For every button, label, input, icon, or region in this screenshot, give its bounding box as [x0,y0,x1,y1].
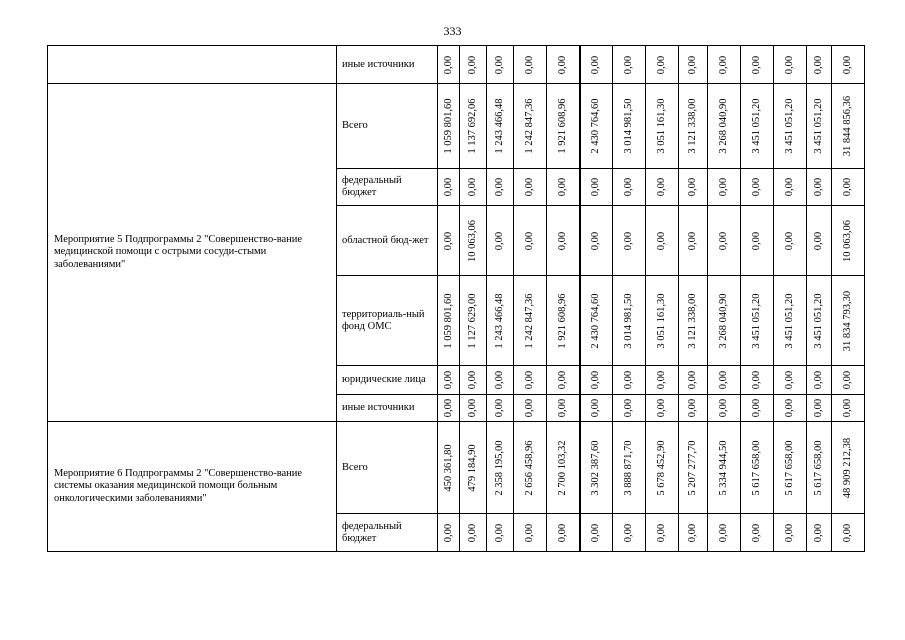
value-cell [646,366,679,395]
value-text: 0,00 [556,177,568,197]
value-cell [832,514,865,552]
value-cell [774,46,807,84]
value-text: 0,00 [524,523,535,542]
value-cell [832,206,865,276]
value-cell [487,514,514,552]
value-cell [514,46,547,84]
value-text: 0,00 [524,398,535,418]
value-text: 1 243 466,48 [494,98,505,154]
value-cell [708,84,741,169]
value-cell [774,206,807,276]
value-cell [613,395,646,422]
value-text: 0,00 [442,231,454,250]
value-cell [460,366,487,395]
value-cell [438,422,460,514]
value-cell [832,422,865,514]
value-text: 5 617 658,00 [813,439,824,496]
value-text: 10 063,06 [467,219,478,262]
value-cell [741,84,774,169]
value-text: 2 700 103,32 [556,439,568,496]
value-cell [460,169,487,206]
value-text: 0,00 [751,370,762,390]
value-text: 0,00 [494,523,505,542]
value-text: 3 451 051,20 [751,292,762,349]
value-cell [741,422,774,514]
value-text: 0,00 [467,398,478,418]
value-text: 1 127 629,00 [467,292,478,349]
value-cell [646,395,679,422]
value-cell [708,206,741,276]
value-text: 31 844 856,36 [842,95,853,157]
value-text: 0,00 [524,231,535,250]
value-text: 3 014 981,50 [623,98,634,154]
value-text: 1 242 847,36 [524,98,535,154]
value-cell [514,422,547,514]
value-cell [679,422,708,514]
value-text: 1 137 692,06 [467,98,478,154]
value-text: 0,00 [784,523,795,542]
value-text: 0,00 [494,231,505,250]
value-cell [460,46,487,84]
value-text: 0,00 [751,55,762,74]
value-cell [487,366,514,395]
value-cell [679,514,708,552]
value-cell [708,514,741,552]
value-cell [646,276,679,366]
value-text: 3 451 051,20 [784,98,795,154]
value-cell [438,366,460,395]
value-cell [774,514,807,552]
value-cell [438,46,460,84]
value-text: 5 678 452,90 [656,439,667,496]
value-cell [807,366,832,395]
value-cell [741,514,774,552]
value-cell [487,169,514,206]
value-cell [774,276,807,366]
value-text: 0,00 [784,398,795,418]
value-text: 3 451 051,20 [813,98,824,154]
value-cell [679,276,708,366]
value-cell [460,395,487,422]
value-cell [708,422,741,514]
value-text: 0,00 [590,231,602,250]
value-cell [774,84,807,169]
value-text: 3 888 871,70 [623,439,634,496]
value-cell [547,206,580,276]
value-text: 0,00 [590,177,602,197]
value-text: 0,00 [494,177,505,197]
value-text: 0,00 [556,398,568,418]
value-cell [438,84,460,169]
value-text: 0,00 [467,55,478,74]
value-cell [832,395,865,422]
value-cell [547,514,580,552]
funding-source-cell: иные источники [337,46,438,84]
value-cell [774,422,807,514]
value-text: 0,00 [842,523,853,542]
value-text: 31 834 793,30 [842,290,853,351]
value-cell [708,276,741,366]
value-text: 1 921 608,96 [556,98,568,154]
value-text: 3 121 338,00 [687,292,698,349]
funding-source-cell: Всего [337,422,438,514]
value-cell [741,169,774,206]
value-cell [580,276,613,366]
value-text: 0,00 [556,55,568,74]
value-text: 0,00 [524,177,535,197]
value-cell [487,206,514,276]
value-text: 0,00 [590,55,602,74]
funding-source-cell: юридические лица [337,366,438,395]
value-text: 0,00 [656,177,667,197]
value-cell [487,46,514,84]
value-text: 0,00 [842,55,853,74]
value-cell [613,84,646,169]
value-text: 0,00 [623,55,634,74]
value-cell [741,366,774,395]
value-text: 0,00 [467,523,478,542]
value-text: 3 451 051,20 [813,292,824,349]
value-cell [741,46,774,84]
value-cell [807,169,832,206]
value-text: 0,00 [718,398,729,418]
value-cell [832,46,865,84]
value-cell [646,206,679,276]
value-cell [807,276,832,366]
value-cell [679,84,708,169]
value-text: 0,00 [590,523,602,542]
value-text: 0,00 [687,398,698,418]
value-cell [679,206,708,276]
table-row [48,46,865,84]
value-cell [438,276,460,366]
value-text: 0,00 [442,55,454,74]
value-cell [613,276,646,366]
value-cell [774,366,807,395]
value-text: 0,00 [751,398,762,418]
value-cell [708,395,741,422]
value-text: 3 051 161,30 [656,98,667,154]
value-text: 0,00 [442,398,454,418]
value-text: 0,00 [623,177,634,197]
funding-source-cell: иные источники [337,395,438,422]
value-text: 0,00 [623,523,634,542]
value-cell [438,514,460,552]
value-cell [613,169,646,206]
value-text: 0,00 [842,370,853,390]
value-cell [438,169,460,206]
value-cell [807,514,832,552]
value-cell [807,422,832,514]
value-text: 0,00 [718,177,729,197]
value-cell [646,422,679,514]
value-text: 1 242 847,36 [524,292,535,349]
value-text: 5 207 277,70 [687,439,698,496]
value-text: 3 302 387,60 [590,439,602,496]
value-text: 3 268 040,90 [718,292,729,349]
funding-source-cell: областной бюд-жет [337,206,438,276]
value-cell [514,395,547,422]
funding-source-cell: территориаль-ный фонд ОМС [337,276,438,366]
value-text: 0,00 [687,523,698,542]
value-cell [514,84,547,169]
value-text: 0,00 [524,370,535,390]
value-cell [547,46,580,84]
value-text: 0,00 [623,231,634,250]
value-cell [832,84,865,169]
value-cell [741,206,774,276]
value-text: 0,00 [623,370,634,390]
value-text: 0,00 [813,177,824,197]
value-cell [580,395,613,422]
value-text: 1 243 466,48 [494,292,505,349]
value-cell [708,366,741,395]
value-text: 0,00 [718,523,729,542]
value-cell [613,422,646,514]
value-text: 0,00 [556,523,568,542]
value-text: 0,00 [813,231,824,250]
value-text: 0,00 [656,231,667,250]
value-cell [646,514,679,552]
value-text: 0,00 [687,177,698,197]
value-text: 0,00 [784,177,795,197]
value-cell [514,276,547,366]
value-cell [807,46,832,84]
value-text: 479 184,90 [467,443,478,492]
value-text: 0,00 [813,523,824,542]
value-text: 0,00 [813,398,824,418]
value-text: 0,00 [467,177,478,197]
value-text: 2 430 764,60 [590,292,602,349]
value-cell [646,84,679,169]
value-text: 2 430 764,60 [590,98,602,154]
value-text: 0,00 [590,398,602,418]
value-text: 3 268 040,90 [718,98,729,154]
value-text: 0,00 [784,370,795,390]
value-cell [741,276,774,366]
table-row [48,84,865,169]
value-text: 450 361,80 [442,443,454,492]
value-text: 0,00 [524,55,535,74]
value-text: 0,00 [442,177,454,197]
value-cell [547,169,580,206]
value-cell [679,366,708,395]
value-text: 3 451 051,20 [784,292,795,349]
value-text: 0,00 [442,370,454,390]
value-cell [832,169,865,206]
value-cell [487,276,514,366]
value-cell [547,276,580,366]
value-text: 1 059 801,60 [442,98,454,154]
value-text: 5 617 658,00 [751,439,762,496]
value-cell [613,514,646,552]
value-text: 0,00 [718,231,729,250]
value-cell [514,206,547,276]
value-cell [514,514,547,552]
value-text: 0,00 [556,370,568,390]
value-text: 0,00 [751,523,762,542]
event-title-cell: Мероприятие 5 Подпрограммы 2 "Совершенство-вание медицинской помощи с острыми сосуди-стыми заболеваниями" [48,84,337,422]
value-cell [832,276,865,366]
value-text: 0,00 [656,398,667,418]
value-cell [460,206,487,276]
value-cell [487,84,514,169]
value-text: 0,00 [494,398,505,418]
value-cell [613,206,646,276]
value-text: 0,00 [656,523,667,542]
value-cell [460,422,487,514]
value-text: 48 909 212,38 [842,437,853,498]
value-text: 1 059 801,60 [442,292,454,349]
funding-source-cell: федеральный бюджет [337,169,438,206]
value-text: 0,00 [813,370,824,390]
value-cell [460,84,487,169]
value-text: 2 656 458,96 [524,439,535,496]
value-cell [547,422,580,514]
value-text: 0,00 [813,55,824,74]
value-cell [514,366,547,395]
value-text: 0,00 [842,177,853,197]
value-cell [580,46,613,84]
value-text: 0,00 [590,370,602,390]
value-text: 0,00 [751,177,762,197]
value-text: 0,00 [718,370,729,390]
value-text: 0,00 [656,370,667,390]
value-cell [460,276,487,366]
value-text: 5 334 944,50 [718,439,729,496]
value-cell [832,366,865,395]
value-cell [487,395,514,422]
value-text: 3 451 051,20 [751,98,762,154]
value-text: 0,00 [784,231,795,250]
value-cell [708,46,741,84]
page-number: 333 [443,24,462,38]
value-cell [646,169,679,206]
value-text: 10 063,06 [842,219,853,262]
value-text: 0,00 [718,55,729,74]
value-text: 0,00 [467,370,478,390]
value-cell [679,46,708,84]
event-title-cell: Мероприятие 6 Подпрограммы 2 "Совершенство-вание системы оказания медицинской помощи больным онкологическими заболеваниями" [48,422,337,552]
value-cell [580,514,613,552]
value-text: 3 051 161,30 [656,292,667,349]
value-cell [547,395,580,422]
value-text: 0,00 [623,398,634,418]
value-cell [646,46,679,84]
value-cell [580,84,613,169]
value-cell [774,169,807,206]
value-cell [580,206,613,276]
value-cell [807,84,832,169]
value-text: 2 358 195,00 [494,439,505,496]
value-text: 0,00 [687,370,698,390]
value-cell [679,169,708,206]
value-cell [679,395,708,422]
value-cell [807,206,832,276]
value-cell [580,366,613,395]
value-text: 0,00 [556,231,568,250]
value-cell [613,46,646,84]
value-text: 0,00 [842,398,853,418]
value-cell [514,169,547,206]
value-cell [487,422,514,514]
value-text: 0,00 [656,55,667,74]
value-cell [460,514,487,552]
value-cell [438,206,460,276]
value-text: 0,00 [751,231,762,250]
value-cell [613,366,646,395]
value-cell [580,422,613,514]
value-cell [438,395,460,422]
value-text: 0,00 [687,55,698,74]
value-cell [774,395,807,422]
value-text: 0,00 [442,523,454,542]
value-cell [807,395,832,422]
value-cell [547,84,580,169]
value-text: 3 121 338,00 [687,98,698,154]
funding-table [47,45,865,552]
value-text: 0,00 [687,231,698,250]
value-cell [547,366,580,395]
value-text: 5 617 658,00 [784,439,795,496]
table-row [48,422,865,514]
funding-source-cell: Всего [337,84,438,169]
value-cell [741,395,774,422]
event-cell-empty [48,46,337,84]
value-text: 0,00 [784,55,795,74]
value-cell [580,169,613,206]
value-text: 0,00 [494,55,505,74]
value-text: 3 014 981,50 [623,292,634,349]
value-text: 0,00 [494,370,505,390]
value-cell [708,169,741,206]
funding-source-cell: федеральный бюджет [337,514,438,552]
value-text: 1 921 608,96 [556,292,568,349]
